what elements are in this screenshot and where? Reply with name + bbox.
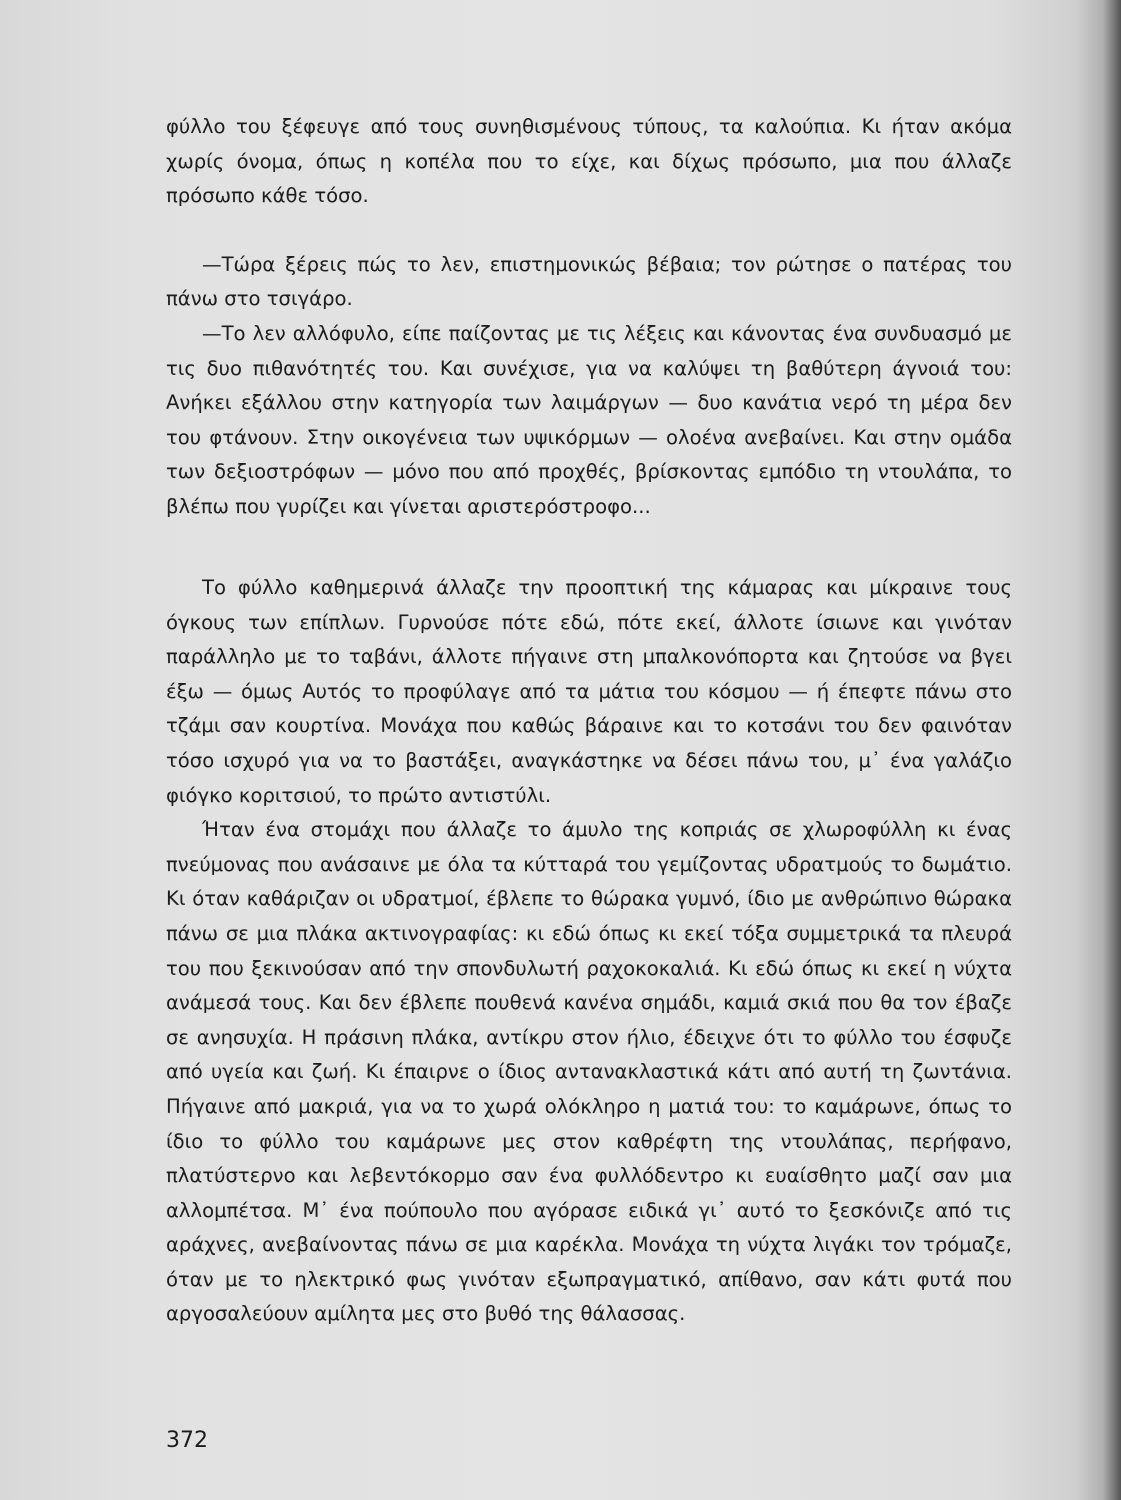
page-number: 372 [166,1428,208,1453]
paragraph-2: —Τώρα ξέρεις πώς το λεν, επιστημονικώς βέβαια; τον ρώτησε ο πατέρας του πάνω στο τσιγάρο. [166,252,1012,311]
paragraph-4: Το φύλλο καθημερινά άλλαζε την προοπτική της κάμαρας και μίκραινε τους όγκους των επίπλων. Γυρνούσε πότε εδώ, πότε εκεί, άλλοτε ίσιωνε και γινόταν παράλληλο με το ταβάνι, άλλοτε πήγαινε στη μπαλκονόπορτα και ζητούσε να βγει έξω — όμως Αυτός το προφύλαγε από τα μάτια του κόσμου — ή έπεφτε πάνω στο τζάμι σαν κουρτίνα. Μονάχα που καθώς βάραινε και το κοτσάνι του δεν φαινόταν τόσο ισχυρό για να το βαστάξει, αναγκάστηκε να δέσει πάνω του, μ᾽ ένα γαλάζιο φιόγκο κοριτσιού, το πρώτο αντιστύλι. [166,576,1012,807]
paragraph-5: Ήταν ένα στομάχι που άλλαζε το άμυλο της κοπριάς σε χλωροφύλλη κι ένας πνεύμονας που ανάσαινε με όλα τα κύτταρά του γεμίζοντας υδρατμούς το δωμάτιο. Κι όταν καθάριζαν οι υδρατμοί, έβλεπε το θώρακα γυμνό, ίδιο με ανθρώπινο θώρακα πάνω σε μια πλάκα ακτινογραφίας: κι εδώ όπως κι εκεί τόξα συμμετρικά τα πλευρά του που ξεκινούσαν από την σπονδυλωτή ραχοκοκαλιά. Κι εδώ όπως κι εκεί η νύχτα ανάμεσά τους. Και δεν έβλεπε πουθενά κανένα σημάδι, καμιά σκιά που θα τον έβαζε σε ανησυχία. Η πράσινη πλάκα, αντίκρυ στον ήλιο, έδειχνε ότι το φύλλο του έσφυζε από υγεία και ζωή. Κι έπαιρνε ο ίδιος αντανακλαστικά κάτι από αυτή τη ζωντάνια. Πήγαινε από μακριά, για να το χωρά ολόκληρο η ματιά του: το καμάρωνε, όπως το ίδιο το φύλλο του καμάρωνε μες στον καθρέφτη της ντουλάπας, περήφανο, πλατύστερνο και λεβεντόκορμο σαν ένα φυλλόδεντρο κι ευαίσθητο μαζί σαν μια αλλομπέτσα. Μ᾽ ένα πούπουλο που αγόρασε ειδικά γι᾽ αυτό το ξεσκόνιζε από τις αράχνες, ανεβαίνοντας πάνω σε μια καρέκλα. Μονάχα τη νύχτα λιγάκι τον τρόμαζε, όταν με το ηλεκτρικό φως γινόταν εξωπραγματικό, απίθανο, σαν κάτι φυτά που αργοσαλεύουν αμίλητα μες στο βυθό της θάλασσας. [166,818,1012,1326]
paragraph-3: —Το λεν αλλόφυλο, είπε παίζοντας με τις λέξεις και κάνοντας ένα συνδυασμό με τις δυο πιθανότητές του. Και συνέχισε, για να καλύψει τη βαθύτερη άγνοιά του: Ανήκει εξάλλου στην κατηγορία των λαιμάργων — δυο κανάτια νερό τη μέρα δεν του φτάνουν. Στην οικογένεια των υψικόρμων — ολοένα ανεβαίνει. Και στην ομάδα των δεξιοστρόφων — μόνο που από προχθές, βρίσκοντας εμπόδιο τη ντουλάπα, το βλέπω που γυρίζει και γίνεται αριστερόστροφο... [166,321,1012,518]
text-block-top [166,110,1012,525]
paragraph-1: φύλλο του ξέφευγε από τους συνηθισμένους τύπους, τα καλούπια. Κι ήταν ακόμα χωρίς όνομα, όπως η κοπέλα που το είχε, και δίχως πρόσωπο, μια που άλλαζε πρόσωπο κάθε τόσο. [166,115,1012,208]
spine-shadow [1103,0,1121,1500]
text-block-bottom [166,571,1012,1332]
